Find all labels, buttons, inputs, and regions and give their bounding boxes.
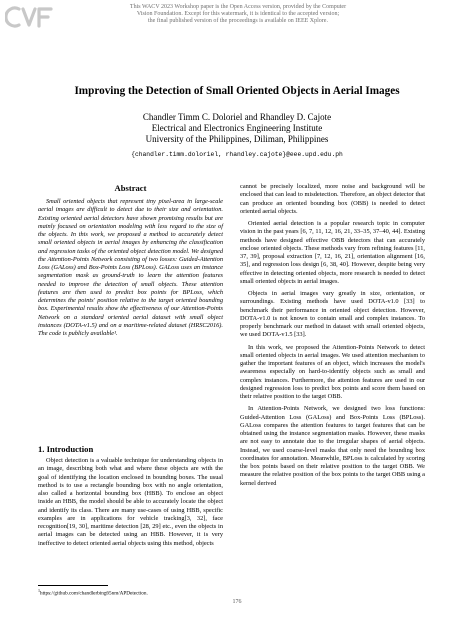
watermark-line: This WACV 2023 Workshop paper is the Open Access version, provided by the Computer	[129, 4, 347, 10]
author-emails: {chandler.timm.doloriel, rhandley.cajote}@eee.upd.edu.ph	[131, 151, 343, 158]
abstract-body	[38, 198, 223, 342]
affiliation-university: University of the Philippines, Diliman, Philippines	[145, 134, 329, 144]
author-names: Chandler Timm C. Doloriel and Rhandley D. Cajote	[142, 112, 332, 122]
right-paragraph-3: Objects in aerial images vary greatly in size, orientation, or surroundings. Existing methods have used DOTA-v1.0 [33] to benchmark their performance in oriented object detection. However, DOTA-v1.0 is not known to contain small and complex instances. To properly benchmark our method in dataset with small oriented objects, we used DOTA-v1.5 [33].	[240, 290, 425, 339]
watermark-line: Vision Foundation. Except for this watermark, it is identical to the accepted version;	[136, 11, 340, 18]
footnote-link[interactable]: https://github.com/chandlerbing65nm/APDetection.	[40, 590, 148, 597]
author-block	[0, 112, 474, 145]
footnote-marker: 1	[38, 588, 40, 593]
right-paragraph-1: cannot be precisely localized, more noise and background will be enclosed that can lead to misdetection. Therefore, an object detector that can produce an oriented bounding box (OBB) is needed to detect oriented aerial objects.	[240, 183, 425, 215]
right-column	[240, 183, 425, 492]
introduction-text: Object detection is a valuable technique for understanding objects in an image, describing both what and where these objects are with the goal of identifying the location enclosed in bounding boxes. The usual method is to use a rectangle bounding box with no angle orientation, also called a horizontal bounding box (HBB). To enclose an object inside an HBB, the model should be able to accurately locate the object and identify its class. There are many use-cases of using HBB, specific examples are in applications for vehicle tracking[3, 32], face recognition[19, 30], maritime detection [28, 29] etc., even the objects in aerial images can be detected using an HBB. However, it is very ineffective to detect oriented aerial objects using this method, objects	[38, 457, 223, 547]
abstract-text: Small oriented objects that represent tiny pixel-area in large-scale aerial images are difficult to detect due to their size and orientation. Existing oriented aerial detectors have shown promising results but are mainly focused on orientation modeling with less regard to the size of the objects. In this work, we proposed a method to accurately detect small oriented objects in aerial images by enhancing the classification and regression tasks of the oriented object detection model. We designed the Attention-Points Network consisting of two losses: Guided-Attention Loss (GALoss) and Box-Points Loss (BPLoss). GALoss uses an instance segmentation mask as ground-truth to learn the attention features needed to improve the detection of small objects. These attention features are then used to predict box points for BPLoss, which determines the points' position relative to the target oriented bounding box. Experimental results show the effectiveness of our Attention-Points Network on a standard oriented aerial dataset with small object instances (DOTA-v1.5) and on a maritime-related dataset (HRSC2016). The code is publicly available¹.	[38, 198, 223, 337]
right-paragraph-4: In this work, we proposed the Attention-Points Network to detect small oriented objects in aerial images. We used attention mechanism to gather the important features of an object, which increases the model's awareness especially on hard-to-identify objects such as small and complex instances. Furthermore, the attention features are used in our designed regression loss to predict box points and score them based on their relative position to the target OBB.	[240, 343, 425, 400]
watermark-line: the final published version of the proceedings is available on IEEE Xplore.	[148, 18, 328, 25]
abstract-heading: Abstract	[114, 183, 147, 193]
affiliation-institute: Electrical and Electronics Engineering Institute	[151, 123, 323, 133]
footnote-divider	[38, 585, 108, 586]
right-paragraph-5: In Attention-Points Network, we designed two loss functions: Guided-Attention Loss (GALoss) and Box-Points Loss (BPLoss). GALoss compares the attention features to target features that can be obtained using the instance segmentation masks. However, these masks are not easy to annotate due to the irregular shapes of aerial objects. Instead, we used coarse-level masks that only need the bounding box coordinates for annotation. Meanwhile, BPLoss is calculated by scoring the box points based on their relative position to the target OBB. We measure the relative position of the box points to the target OBB using a kernel derived	[240, 405, 425, 487]
footnote	[38, 588, 238, 597]
right-paragraph-2: Oriented aerial detection is a popular research topic in computer vision in the past years [6, 7, 11, 12, 16, 21, 33–35, 37–40, 44]. Existing methods have designed effective OBB detectors that can accurately enclose oriented objects. These methods vary from refining features [11, 37, 39], proposal extraction [7, 12, 16, 21], orientation alignment [16, 35], and regression loss design [6, 38, 40]. However, despite being very effective in detecting oriented objects, more research is needed to detect small oriented objects in aerial images.	[240, 220, 425, 285]
watermark	[88, 4, 388, 26]
page-number: 176	[232, 599, 242, 605]
paper-title: Improving the Detection of Small Oriented Objects in Aerial Images	[74, 85, 400, 97]
introduction-body	[38, 457, 223, 552]
introduction-heading: 1. Introduction	[38, 444, 94, 454]
cvf-logo	[5, 4, 55, 30]
